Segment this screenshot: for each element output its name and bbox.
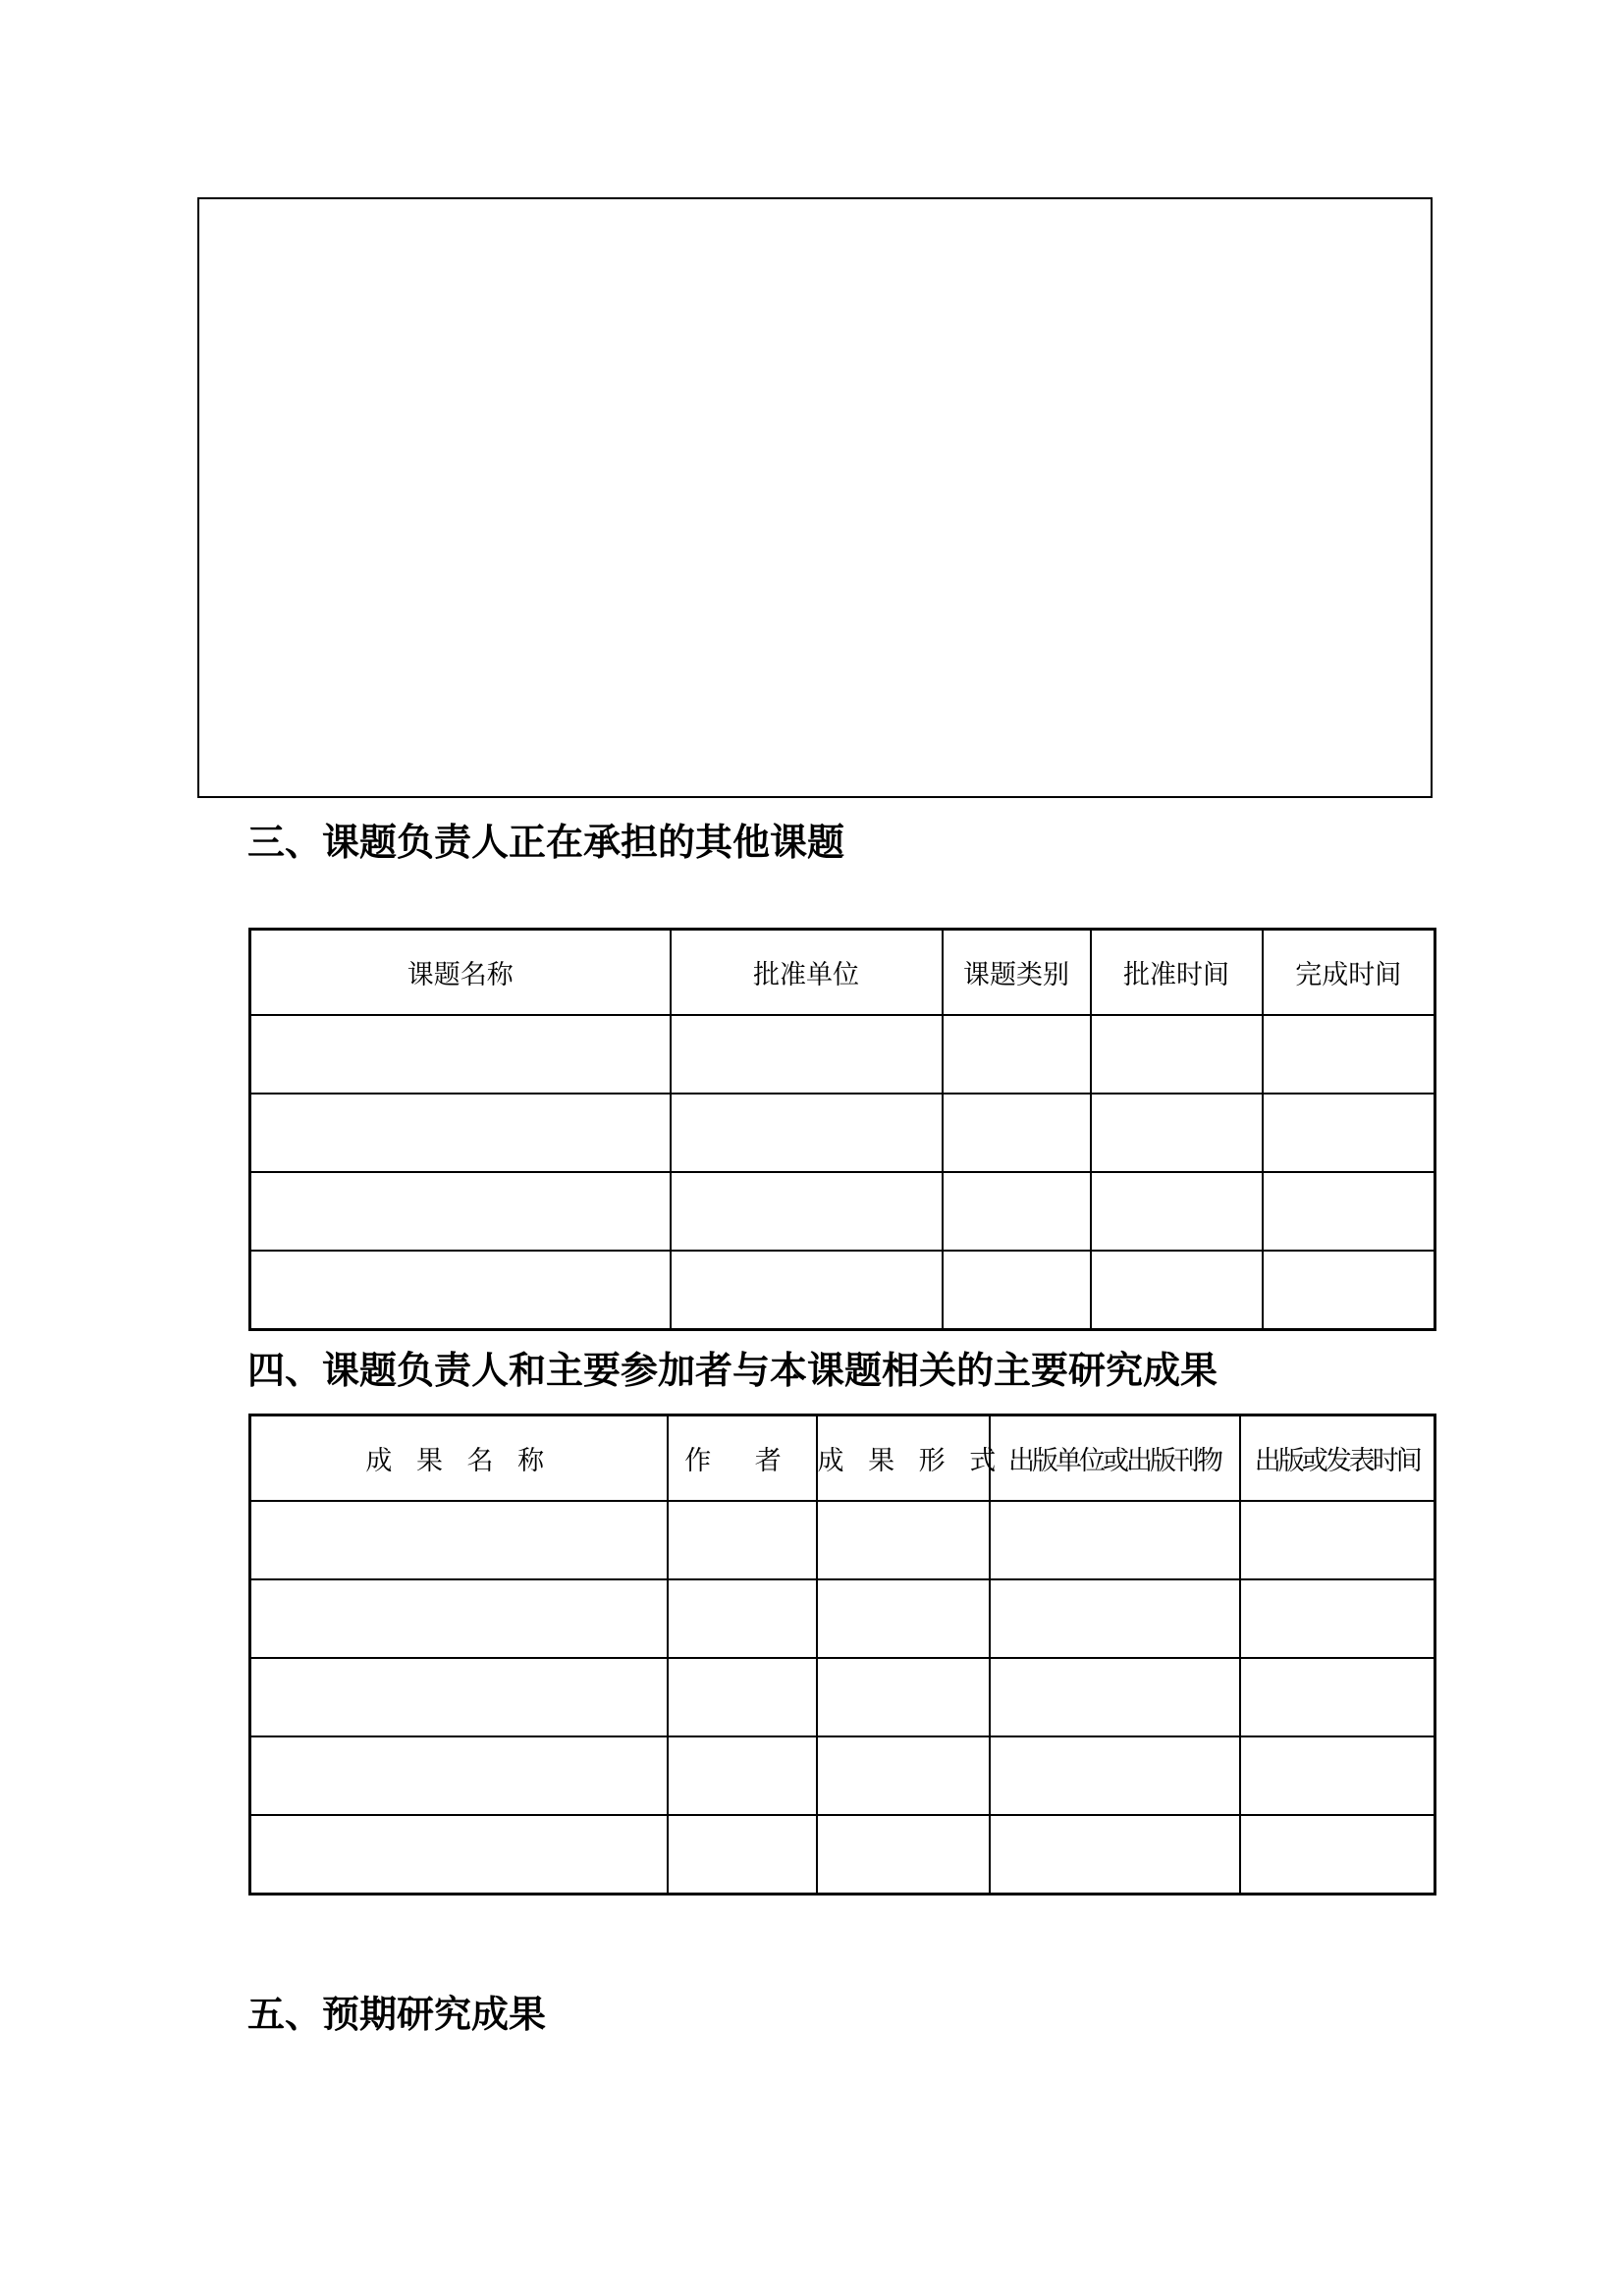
table-cell[interactable] <box>817 1501 990 1579</box>
table-cell[interactable] <box>1240 1658 1435 1736</box>
table-cell[interactable] <box>668 1736 817 1815</box>
table-cell[interactable] <box>1091 1015 1263 1094</box>
research-results-table <box>248 1414 1436 1896</box>
table-cell[interactable] <box>990 1579 1240 1658</box>
table-header-row <box>250 1415 1435 1502</box>
table-row <box>250 1501 1435 1579</box>
table-cell[interactable] <box>990 1736 1240 1815</box>
table-row <box>250 1579 1435 1658</box>
table-cell[interactable] <box>817 1579 990 1658</box>
section-5-heading: 五、预期研究成果 <box>247 1993 547 2036</box>
table-cell[interactable] <box>1240 1815 1435 1895</box>
table-cell[interactable] <box>943 1094 1091 1172</box>
col-header-publisher: 出版单位或出版刊物 <box>990 1415 1240 1502</box>
table-cell[interactable] <box>1240 1501 1435 1579</box>
col-header-result-name: 成 果 名 称 <box>250 1415 668 1502</box>
table-cell[interactable] <box>817 1736 990 1815</box>
table-cell[interactable] <box>1263 1015 1435 1094</box>
table-cell[interactable] <box>668 1658 817 1736</box>
table-cell[interactable] <box>671 1172 943 1251</box>
table-cell[interactable] <box>817 1658 990 1736</box>
table-cell[interactable] <box>250 1501 668 1579</box>
table-cell[interactable] <box>990 1501 1240 1579</box>
table-cell[interactable] <box>990 1815 1240 1895</box>
previous-section-content-box <box>197 197 1433 798</box>
table-cell[interactable] <box>1091 1094 1263 1172</box>
table-row <box>250 1251 1435 1330</box>
table-cell[interactable] <box>1240 1579 1435 1658</box>
col-header-approval-date: 批准时间 <box>1091 930 1263 1016</box>
section-3-heading: 三、课题负责人正在承担的其他课题 <box>247 821 845 864</box>
table-cell[interactable] <box>671 1015 943 1094</box>
table-row <box>250 1094 1435 1172</box>
table-row <box>250 1658 1435 1736</box>
table-cell[interactable] <box>250 1815 668 1895</box>
table-cell[interactable] <box>1263 1094 1435 1172</box>
table-cell[interactable] <box>1091 1172 1263 1251</box>
col-header-publish-date: 出版或发表时间 <box>1240 1415 1435 1502</box>
other-projects-table <box>248 928 1436 1331</box>
table-row <box>250 1172 1435 1251</box>
table-cell[interactable] <box>1263 1172 1435 1251</box>
table-cell[interactable] <box>668 1579 817 1658</box>
col-header-project-name: 课题名称 <box>250 930 671 1016</box>
col-header-result-form: 成 果 形 式 <box>817 1415 990 1502</box>
table-cell[interactable] <box>250 1172 671 1251</box>
table-cell[interactable] <box>943 1251 1091 1330</box>
table-cell[interactable] <box>671 1094 943 1172</box>
section-4-heading: 四、课题负责人和主要参加者与本课题相关的主要研究成果 <box>247 1349 1218 1392</box>
table-cell[interactable] <box>250 1736 668 1815</box>
table-cell[interactable] <box>250 1251 671 1330</box>
table-cell[interactable] <box>668 1501 817 1579</box>
table-row <box>250 1815 1435 1895</box>
table-cell[interactable] <box>250 1579 668 1658</box>
table-cell[interactable] <box>250 1015 671 1094</box>
table-cell[interactable] <box>250 1094 671 1172</box>
table-cell[interactable] <box>990 1658 1240 1736</box>
table-cell[interactable] <box>671 1251 943 1330</box>
table-cell[interactable] <box>1263 1251 1435 1330</box>
table-cell[interactable] <box>817 1815 990 1895</box>
table-header-row <box>250 930 1435 1016</box>
table-row <box>250 1015 1435 1094</box>
col-header-authors: 作 者 <box>668 1415 817 1502</box>
table-cell[interactable] <box>1091 1251 1263 1330</box>
table-cell[interactable] <box>250 1658 668 1736</box>
col-header-project-category: 课题类别 <box>943 930 1091 1016</box>
col-header-completion-date: 完成时间 <box>1263 930 1435 1016</box>
table-row <box>250 1736 1435 1815</box>
table-cell[interactable] <box>943 1172 1091 1251</box>
table-cell[interactable] <box>668 1815 817 1895</box>
col-header-approving-unit: 批准单位 <box>671 930 943 1016</box>
table-cell[interactable] <box>1240 1736 1435 1815</box>
table-cell[interactable] <box>943 1015 1091 1094</box>
